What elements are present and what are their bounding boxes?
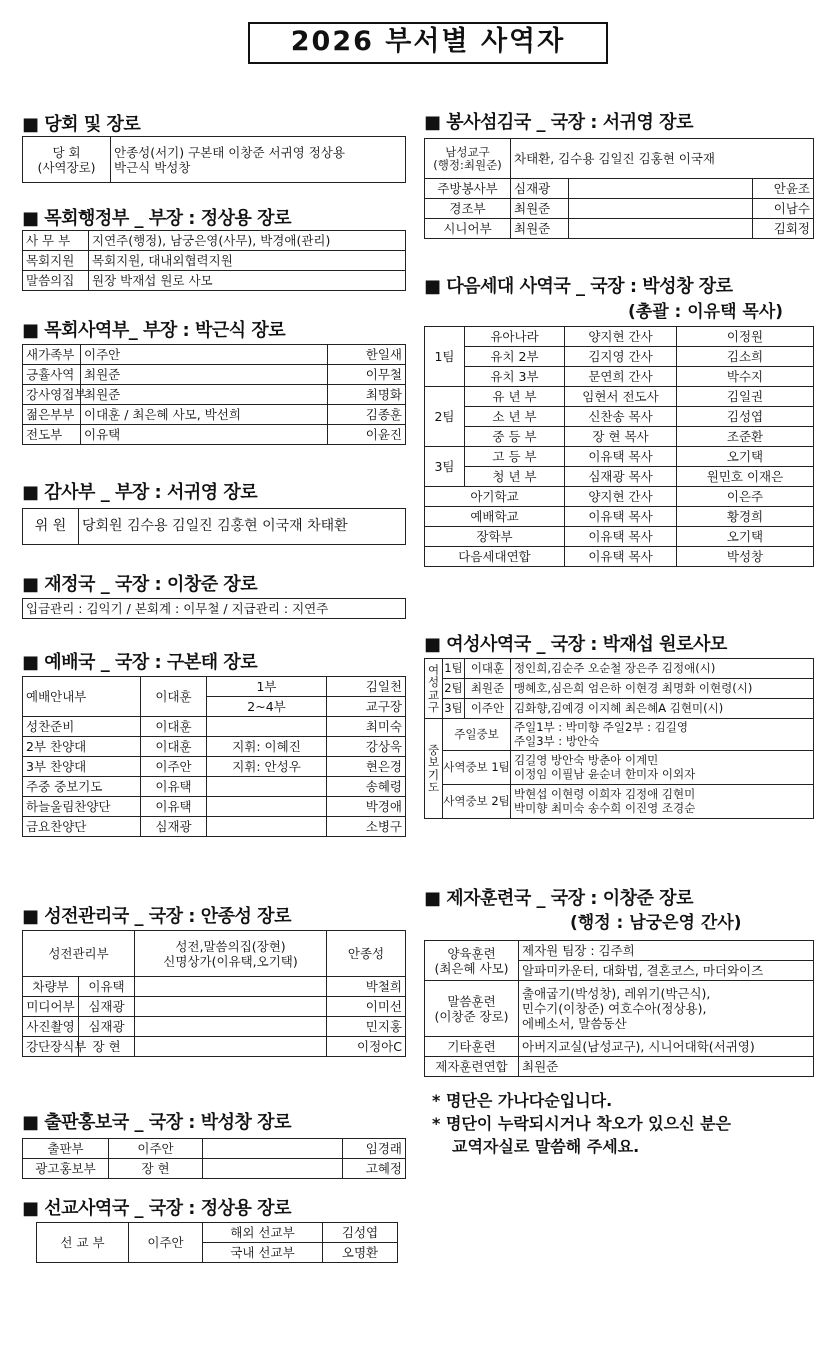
cell: [135, 977, 327, 997]
table-row: [23, 385, 406, 405]
cell: 아버지교실(남성교구), 시니어대학(서귀영): [519, 1037, 814, 1057]
section-heading-council: ■ 당회 및 장로: [22, 114, 141, 135]
cell: [207, 797, 327, 817]
cell: 이대훈: [465, 659, 511, 679]
table-row: [23, 757, 406, 777]
cell: 소 년 부: [465, 407, 565, 427]
table-row: [425, 1057, 814, 1077]
cell: 경조부: [425, 199, 511, 219]
cell: 기타훈련: [425, 1037, 519, 1057]
table-row: [425, 547, 814, 567]
table-row: [23, 977, 406, 997]
cell: 최원준: [519, 1057, 814, 1077]
nextgen-subtitle: (총괄 : 이유택 목사): [628, 302, 784, 322]
cell: 민지홍: [327, 1017, 406, 1037]
cell: 예배학교: [425, 507, 565, 527]
cell: 사진촬영: [23, 1017, 79, 1037]
cell: 최원준: [511, 219, 569, 239]
cell: 이남수: [753, 199, 814, 219]
table-row: [23, 231, 406, 251]
cell: 차태환, 김수용 김일진 김홍현 이국재: [511, 139, 814, 179]
cell: 조준환: [677, 427, 814, 447]
table-row: [425, 941, 814, 961]
publishing-table: [22, 1138, 406, 1179]
cell: 이유택: [141, 797, 207, 817]
cell: 박현섭 이현령 이희자 김정애 김현미 박미향 최미숙 송수희 이진영 조경순: [511, 785, 814, 819]
cell: 성전,말씀의집(장현) 신명상가(이유택,오기택): [135, 931, 327, 977]
table-row: [425, 139, 814, 179]
cell: 양지현 간사: [565, 327, 677, 347]
cell: 주일중보: [443, 719, 511, 751]
cell: 아기학교: [425, 487, 565, 507]
cell: 박경애: [327, 797, 406, 817]
section-heading-facility: ■ 성전관리국 _ 국장 : 안종성 장로: [22, 906, 291, 927]
cell: 양지현 간사: [565, 487, 677, 507]
worship-table: [22, 676, 406, 837]
cell: 광고홍보부: [23, 1159, 109, 1179]
cell: 최미숙: [327, 717, 406, 737]
cell: 이주안: [109, 1139, 203, 1159]
council-label: 당 회 (사역장로): [23, 137, 111, 183]
table-row: [23, 997, 406, 1017]
cell: 소병구: [327, 817, 406, 837]
cell: 안윤조: [753, 179, 814, 199]
cell: 2팀: [443, 679, 465, 699]
cell: 유 년 부: [465, 387, 565, 407]
table-row: [425, 659, 814, 679]
cell: 이미선: [327, 997, 406, 1017]
cell: 출판부: [23, 1139, 109, 1159]
cell: 심재광 목사: [565, 467, 677, 487]
cell: 원민호 이재은: [677, 467, 814, 487]
cell: 박수지: [677, 367, 814, 387]
cell: 고 등 부: [465, 447, 565, 467]
table-row: [37, 1223, 398, 1243]
table-row: [23, 737, 406, 757]
table-row: [23, 365, 406, 385]
cell: 지연주(행정), 남궁은영(사무), 박경애(관리): [89, 231, 406, 251]
cell: 교구장: [327, 697, 406, 717]
cell: 성전관리부: [23, 931, 135, 977]
cell: 제자훈련연합: [425, 1057, 519, 1077]
cell: 전도부: [23, 425, 81, 445]
cell: 중 보 기 도: [425, 719, 443, 819]
cell: 김종훈: [328, 405, 406, 425]
cell: 이대훈: [141, 737, 207, 757]
table-row: [425, 407, 814, 427]
table-row: [425, 679, 814, 699]
cell: 사역중보 2팀: [443, 785, 511, 819]
table-row: [425, 447, 814, 467]
cell: 김일천: [327, 677, 406, 697]
cell: [135, 997, 327, 1017]
note-line: 교역자실로 말씀해 주세요.: [452, 1137, 640, 1156]
table-row: [23, 345, 406, 365]
cell: 현은경: [327, 757, 406, 777]
cell: 한일새: [328, 345, 406, 365]
cell: 3부 찬양대: [23, 757, 141, 777]
section-heading-finance: ■ 재정국 _ 국장 : 이창준 장로: [22, 574, 258, 595]
cell: 이유택 목사: [565, 527, 677, 547]
cell: 주중 중보기도: [23, 777, 141, 797]
table-row: [425, 719, 814, 751]
women-table: [424, 658, 814, 819]
table-row: [425, 347, 814, 367]
cell: 2부 찬양대: [23, 737, 141, 757]
cell: 2팀: [425, 387, 465, 447]
cell: 강단장식부: [23, 1037, 79, 1057]
cell: 박철희: [327, 977, 406, 997]
cell: 1팀: [425, 327, 465, 387]
cell: 이유택 목사: [565, 547, 677, 567]
cell: 맹혜호,심은희 엄은하 이현경 최명화 이현령(시): [511, 679, 814, 699]
cell: 원장 박재섭 원로 사모: [89, 271, 406, 291]
cell: 안종성: [327, 931, 406, 977]
cell: 지휘: 이혜진: [207, 737, 327, 757]
finance-line: 입금관리 : 김익기 / 본회계 : 이무철 / 지급관리 : 지연주: [23, 599, 406, 619]
table-row: [425, 367, 814, 387]
cell: 김성엽: [677, 407, 814, 427]
cell: 장 현: [109, 1159, 203, 1179]
cell: 유치 2부: [465, 347, 565, 367]
audit-label: 위 원: [23, 509, 79, 545]
table-row: [23, 717, 406, 737]
section-heading-ministry: ■ 목회사역부_ 부장 : 박근식 장로: [22, 320, 286, 341]
page-title: 2026 부서별 사역자: [248, 22, 608, 64]
cell: 김소희: [677, 347, 814, 367]
cell: 남성교구 (행정:최원준): [425, 139, 511, 179]
cell: 1부: [207, 677, 327, 697]
mission-table: [36, 1222, 398, 1263]
cell: 1팀: [443, 659, 465, 679]
cell: 오명환: [323, 1243, 398, 1263]
cell: 오기택: [677, 447, 814, 467]
table-row: [425, 327, 814, 347]
table-row: [425, 785, 814, 819]
cell: 황경희: [677, 507, 814, 527]
cell: 알파미카운터, 대화법, 결혼코스, 마더와이즈: [519, 961, 814, 981]
cell: 선 교 부: [37, 1223, 129, 1263]
cell: 긍휼사역: [23, 365, 81, 385]
cell: [207, 717, 327, 737]
cell: 예배안내부: [23, 677, 141, 717]
audit-table: [22, 508, 406, 545]
cell: 오기택: [677, 527, 814, 547]
section-heading-women: ■ 여성사역국 _ 국장 : 박재섭 원로사모: [424, 634, 727, 655]
section-heading-discipleship: ■ 제자훈련국 _ 국장 : 이창준 장로: [424, 888, 693, 909]
table-row: [425, 467, 814, 487]
cell: [569, 219, 753, 239]
ministry-table: [22, 344, 406, 445]
cell: 사역중보 1팀: [443, 751, 511, 785]
cell: 송혜령: [327, 777, 406, 797]
table-row: [23, 1159, 406, 1179]
cell: 김회정: [753, 219, 814, 239]
cell: 이유택: [141, 777, 207, 797]
cell: 장 현 목사: [565, 427, 677, 447]
cell: 임현서 전도사: [565, 387, 677, 407]
table-row: [425, 751, 814, 785]
cell: [207, 817, 327, 837]
cell: 말씀의집: [23, 271, 89, 291]
service-table: [424, 138, 814, 239]
cell: 이윤진: [328, 425, 406, 445]
note-line: * 명단은 가나다순입니다.: [432, 1091, 613, 1110]
cell: 이주안: [81, 345, 328, 365]
cell: [207, 777, 327, 797]
table-row: [425, 219, 814, 239]
cell: 강사영접부: [23, 385, 81, 405]
table-row: [425, 507, 814, 527]
cell: 2~4부: [207, 697, 327, 717]
table-row: [23, 1037, 406, 1057]
cell: 목회지원, 대내외협력지원: [89, 251, 406, 271]
cell: 젊은부부: [23, 405, 81, 425]
cell: 하늘울림찬양단: [23, 797, 141, 817]
cell: [135, 1037, 327, 1057]
note-line: * 명단이 누락되시거나 착오가 있으신 분은: [432, 1114, 731, 1133]
nextgen-table: [424, 326, 814, 567]
section-heading-service: ■ 봉사섬김국 _ 국장 : 서귀영 장로: [424, 112, 693, 133]
cell: [203, 1159, 343, 1179]
cell: 정인희,김순주 오순철 장은주 김정애(시): [511, 659, 814, 679]
table-row: [23, 405, 406, 425]
cell: 이대훈: [141, 677, 207, 717]
cell: 최원준: [81, 365, 328, 385]
table-row: [425, 179, 814, 199]
cell: 최원준: [81, 385, 328, 405]
table-row: [23, 931, 406, 977]
cell: 유치 3부: [465, 367, 565, 387]
facility-table: [22, 930, 406, 1057]
cell: 이주안: [129, 1223, 203, 1263]
table-row: [23, 271, 406, 291]
section-heading-publishing: ■ 출판홍보국 _ 국장 : 박성창 장로: [22, 1112, 291, 1133]
cell: 출애굽기(박성창), 레위기(박근식), 민수기(이창준) 여호수아(정상용), 에베소서, 말씀동산: [519, 981, 814, 1037]
cell: 이대훈: [141, 717, 207, 737]
cell: 강상욱: [327, 737, 406, 757]
section-heading-worship: ■ 예배국 _ 국장 : 구본태 장로: [22, 652, 258, 673]
cell: 최명화: [328, 385, 406, 405]
cell: 지휘: 안성우: [207, 757, 327, 777]
section-heading-audit: ■ 감사부 _ 부장 : 서귀영 장로: [22, 482, 258, 503]
cell: 시니어부: [425, 219, 511, 239]
cell: 이정원: [677, 327, 814, 347]
cell: 이유택: [81, 425, 328, 445]
table-row: [425, 527, 814, 547]
table-row: [23, 1139, 406, 1159]
cell: 사 무 부: [23, 231, 89, 251]
table-row: [23, 677, 406, 697]
cell: 심재광: [141, 817, 207, 837]
cell: 새가족부: [23, 345, 81, 365]
council-table: [22, 136, 406, 183]
section-heading-mission: ■ 선교사역국 _ 국장 : 정상용 장로: [22, 1198, 291, 1219]
cell: 해외 선교부: [203, 1223, 323, 1243]
table-row: [23, 777, 406, 797]
admin-table: [22, 230, 406, 291]
cell: 다음세대연합: [425, 547, 565, 567]
table-row: [425, 387, 814, 407]
cell: 이무철: [328, 365, 406, 385]
cell: 국내 선교부: [203, 1243, 323, 1263]
cell: 제자원 팀장 : 김주희: [519, 941, 814, 961]
cell: 이유택 목사: [565, 447, 677, 467]
cell: 주방봉사부: [425, 179, 511, 199]
table-row: [23, 817, 406, 837]
cell: 최원준: [511, 199, 569, 219]
table-row: [425, 981, 814, 1037]
cell: [569, 199, 753, 219]
cell: 심재광: [79, 997, 135, 1017]
cell: 김일권: [677, 387, 814, 407]
cell: 박성창: [677, 547, 814, 567]
cell: 이주안: [141, 757, 207, 777]
table-row: [425, 427, 814, 447]
cell: 3팀: [425, 447, 465, 487]
cell: 최원준: [465, 679, 511, 699]
cell: 이유택: [79, 977, 135, 997]
table-row: [23, 797, 406, 817]
council-members: 안종성(서기) 구본태 이창준 서귀영 정상용 박근식 박성창: [111, 137, 406, 183]
audit-members: 당회원 김수용 김일진 김홍현 이국재 차태환: [79, 509, 406, 545]
table-row: [23, 251, 406, 271]
cell: 말씀훈련 (이창준 장로): [425, 981, 519, 1037]
cell: 심재광: [511, 179, 569, 199]
cell: [569, 179, 753, 199]
section-heading-nextgen: ■ 다음세대 사역국 _ 국장 : 박성창 장로: [424, 276, 733, 297]
cell: 김지영 간사: [565, 347, 677, 367]
cell: 유아나라: [465, 327, 565, 347]
discipleship-table: [424, 940, 814, 1077]
cell: 성찬준비: [23, 717, 141, 737]
cell: 김화향,김예경 이지혜 최은혜A 김현미(시): [511, 699, 814, 719]
cell: 김성엽: [323, 1223, 398, 1243]
cell: 이정아C: [327, 1037, 406, 1057]
cell: 양육훈련 (최은혜 사모): [425, 941, 519, 981]
cell: 이주안: [465, 699, 511, 719]
cell: 이은주: [677, 487, 814, 507]
discipleship-subtitle: (행정 : 남궁은영 간사): [570, 913, 742, 933]
table-row: [425, 699, 814, 719]
cell: 미디어부: [23, 997, 79, 1017]
cell: 신찬송 목사: [565, 407, 677, 427]
cell: 임경래: [343, 1139, 406, 1159]
table-row: [425, 487, 814, 507]
cell: 고혜정: [343, 1159, 406, 1179]
cell: 목회지원: [23, 251, 89, 271]
section-heading-admin: ■ 목회행정부 _ 부장 : 정상용 장로: [22, 208, 291, 229]
cell: 3팀: [443, 699, 465, 719]
cell: [203, 1139, 343, 1159]
cell: 문연희 간사: [565, 367, 677, 387]
table-row: [425, 1037, 814, 1057]
cell: 이유택 목사: [565, 507, 677, 527]
cell: [135, 1017, 327, 1037]
table-row: [425, 199, 814, 219]
cell: 장 현: [79, 1037, 135, 1057]
cell: 심재광: [79, 1017, 135, 1037]
table-row: [23, 1017, 406, 1037]
table-row: [23, 425, 406, 445]
cell: 차량부: [23, 977, 79, 997]
cell: 중 등 부: [465, 427, 565, 447]
cell: 이대훈 / 최은혜 사모, 박선희: [81, 405, 328, 425]
cell: 여 성 교 구: [425, 659, 443, 719]
finance-table: [22, 598, 406, 619]
cell: 김길영 방안숙 방춘아 이계민 이정임 이필남 윤순녀 한미자 이외자: [511, 751, 814, 785]
cell: 금요찬양단: [23, 817, 141, 837]
cell: 주일1부 : 박미향 주일2부 : 김길영 주일3부 : 방안숙: [511, 719, 814, 751]
cell: 장학부: [425, 527, 565, 547]
cell: 청 년 부: [465, 467, 565, 487]
